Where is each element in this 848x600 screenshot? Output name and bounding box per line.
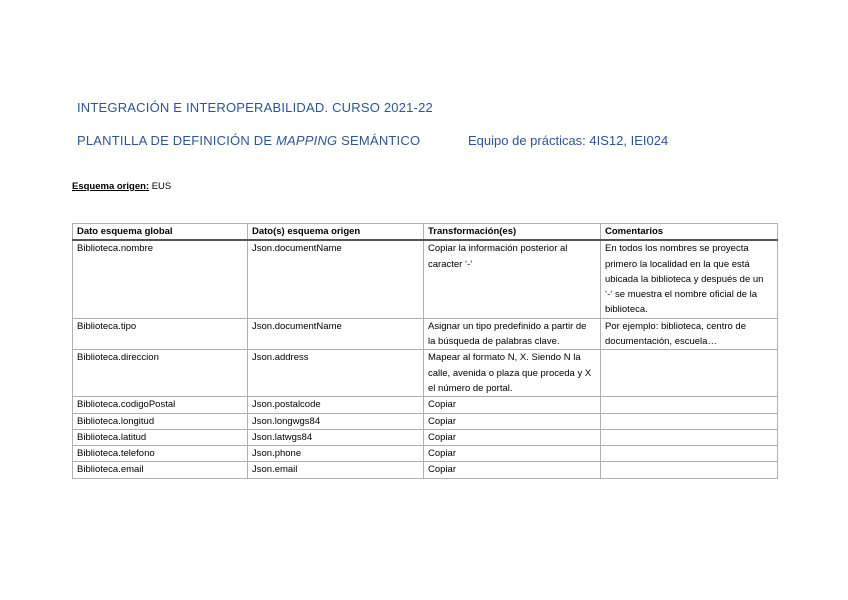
cell-source-field: Json.longwgs84 (248, 413, 424, 429)
table-row (73, 397, 778, 413)
cell-source-field: Json.documentName (248, 240, 424, 318)
cell-transformation: Mapear al formato N, X. Siendo N la calle, avenida o plaza que proceda y X el número de portal. (424, 350, 601, 397)
cell-transformation: Copiar (424, 413, 601, 429)
cell-comments (601, 446, 778, 462)
cell-global-field: Biblioteca.latitud (73, 429, 248, 445)
cell-transformation: Asignar un tipo predefinido a partir de la búsqueda de palabras clave. (424, 318, 601, 350)
template-title (77, 133, 420, 148)
cell-global-field: Biblioteca.direccion (73, 350, 248, 397)
table-row (73, 240, 778, 318)
cell-transformation: Copiar (424, 462, 601, 478)
source-schema (72, 181, 171, 192)
table-row (73, 413, 778, 429)
header-transformation: Transformación(es) (424, 224, 601, 241)
cell-comments (601, 350, 778, 397)
template-title-suffix: SEMÁNTICO (337, 133, 421, 148)
cell-source-field: Json.email (248, 462, 424, 478)
template-title-italic: MAPPING (276, 133, 338, 148)
table-row (73, 318, 778, 350)
cell-global-field: Biblioteca.codigoPostal (73, 397, 248, 413)
header-global-field: Dato esquema global (73, 224, 248, 241)
cell-global-field: Biblioteca.nombre (73, 240, 248, 318)
cell-global-field: Biblioteca.longitud (73, 413, 248, 429)
cell-source-field: Json.latwgs84 (248, 429, 424, 445)
source-schema-value: EUS (149, 181, 172, 192)
cell-source-field: Json.phone (248, 446, 424, 462)
template-title-prefix: PLANTILLA DE DEFINICIÓN DE (77, 133, 277, 148)
cell-comments: Por ejemplo: biblioteca, centro de documentación, escuela… (601, 318, 778, 350)
table-row (73, 429, 778, 445)
table-row (73, 462, 778, 478)
cell-comments: En todos los nombres se proyecta primero la localidad en la que está ubicada la biblioteca y después de un ‘-‘ se muestra el nombre oficial de la biblioteca. (601, 240, 778, 318)
cell-transformation: Copiar la información posterior al caracter ‘-‘ (424, 240, 601, 318)
cell-comments (601, 429, 778, 445)
team-label: Equipo de prácticas: 4IS12, IEI024 (468, 133, 669, 148)
cell-transformation: Copiar (424, 446, 601, 462)
cell-comments (601, 413, 778, 429)
cell-comments (601, 397, 778, 413)
cell-source-field: Json.postalcode (248, 397, 424, 413)
table-header-row (73, 224, 778, 241)
cell-transformation: Copiar (424, 429, 601, 445)
header-source-field: Dato(s) esquema origen (248, 224, 424, 241)
header-comments: Comentarios (601, 224, 778, 241)
source-schema-label: Esquema origen: (72, 181, 150, 192)
cell-source-field: Json.documentName (248, 318, 424, 350)
cell-source-field: Json.address (248, 350, 424, 397)
document-title: INTEGRACIÓN E INTEROPERABILIDAD. CURSO 2021-22 (77, 100, 433, 115)
cell-global-field: Biblioteca.email (73, 462, 248, 478)
cell-transformation: Copiar (424, 397, 601, 413)
table-row (73, 350, 778, 397)
cell-global-field: Biblioteca.tipo (73, 318, 248, 350)
cell-comments (601, 462, 778, 478)
mapping-table (72, 223, 778, 479)
table-row (73, 446, 778, 462)
cell-global-field: Biblioteca.telefono (73, 446, 248, 462)
